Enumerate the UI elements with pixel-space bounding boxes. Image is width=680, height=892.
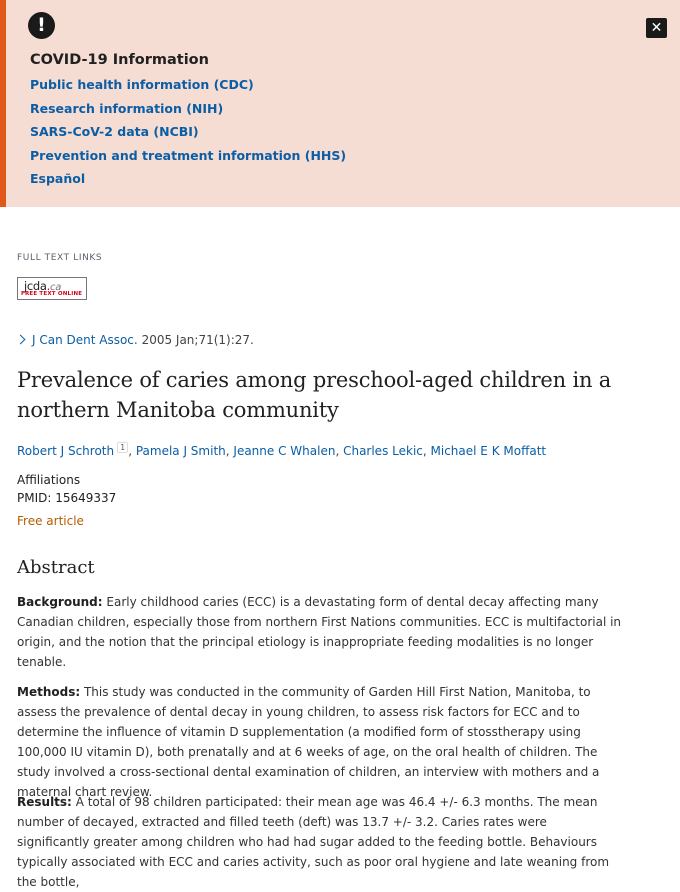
jcda-logo-tld: ca bbox=[50, 282, 62, 293]
abstract-background bbox=[17, 592, 622, 672]
abstract-results bbox=[17, 792, 622, 892]
link-hhs[interactable]: Prevention and treatment information (HHS) bbox=[30, 147, 347, 163]
author-link[interactable]: Pamela J Smith bbox=[135, 444, 226, 458]
author-link[interactable]: Charles Lekic bbox=[343, 444, 423, 458]
author-link[interactable]: Jeanne C Whalen bbox=[233, 444, 336, 458]
background-label: Background: bbox=[17, 595, 103, 609]
affiliation-marker[interactable]: 1 bbox=[117, 442, 128, 453]
alert-title: COVID-19 Information bbox=[30, 52, 209, 68]
author-link[interactable]: Robert J Schroth bbox=[17, 444, 115, 458]
pmid: PMID: 15649337 bbox=[17, 491, 117, 505]
exclamation-icon: ! bbox=[28, 12, 55, 39]
background-text: Early childhood caries (ECC) is a devastating form of dental decay affecting many Canadian children, especially those from northern First Nations communities. ECC is multifactorial in origin, and the notion that the principal etiology is inappropriate feeding modalities is no longer tenable. bbox=[17, 595, 622, 669]
citation bbox=[17, 333, 254, 347]
author-list: Robert J Schroth $^1$ , Pamela J Smith, Jeanne C Whalen, Charles Lekic, Michael E K Moffatt bbox=[17, 443, 547, 458]
chevron-right-icon[interactable] bbox=[16, 335, 26, 345]
link-nih[interactable]: Research information (NIH) bbox=[30, 100, 224, 116]
alert-links bbox=[30, 76, 346, 194]
close-icon[interactable]: ✕ bbox=[646, 18, 667, 38]
link-ncbi[interactable]: SARS-CoV-2 data (NCBI) bbox=[30, 124, 199, 139]
methods-text: This study was conducted in the community of Garden Hill First Nation, Manitoba, to assess the prevalence of dental decay in young children, to assess risk factors for ECC and to determine the influence of vitamin D supplementation (a modified form of stosstherapy using 100,000 IU vitamin D), both prenatally and at 6 weeks of age, on the oral health of children. The study involved a cross-sectional dental examination of children, an interview with mothers and a maternal chart review. bbox=[17, 685, 600, 799]
results-text: A total of 98 children participated: their mean age was 46.4 +/- 6.3 months. The mean number of decayed, extracted and filled teeth (deft) was 13.7 +/- 3.2. Caries rates were significantly greater among children who had had sugar added to the feeding bottle. Behaviours typically associated with ECC and caries activity, such as poor oral hygiene and late weaning from the bottle, bbox=[17, 795, 610, 889]
full-text-links-label: FULL TEXT LINKS bbox=[17, 253, 103, 263]
jcda-full-text-link[interactable] bbox=[17, 277, 87, 300]
methods-label: Methods: bbox=[17, 685, 81, 699]
abstract-heading: Abstract bbox=[17, 557, 95, 578]
citation-details: 2005 Jan;71(1):27. bbox=[141, 333, 254, 347]
jcda-logo-text: jcda bbox=[24, 279, 47, 293]
jcda-logo-dot: . bbox=[46, 279, 51, 293]
alert-accent-bar bbox=[0, 0, 6, 207]
article-title: Prevalence of caries among preschool-aged children in a northern Manitoba community bbox=[17, 368, 612, 422]
link-espanol[interactable]: Español bbox=[30, 171, 86, 186]
affiliations-toggle[interactable]: Affiliations bbox=[17, 473, 81, 487]
abstract-methods bbox=[17, 682, 622, 802]
results-label: Results: bbox=[17, 795, 72, 809]
link-cdc[interactable]: Public health information (CDC) bbox=[30, 77, 254, 92]
jcda-free-text-tag: FREE TEXT ONLINE bbox=[21, 291, 83, 297]
covid-alert-banner bbox=[0, 0, 680, 207]
author-link[interactable]: Michael E K Moffatt bbox=[430, 444, 547, 458]
free-article-badge: Free article bbox=[17, 514, 84, 528]
journal-link[interactable]: J Can Dent Assoc. bbox=[32, 333, 138, 347]
